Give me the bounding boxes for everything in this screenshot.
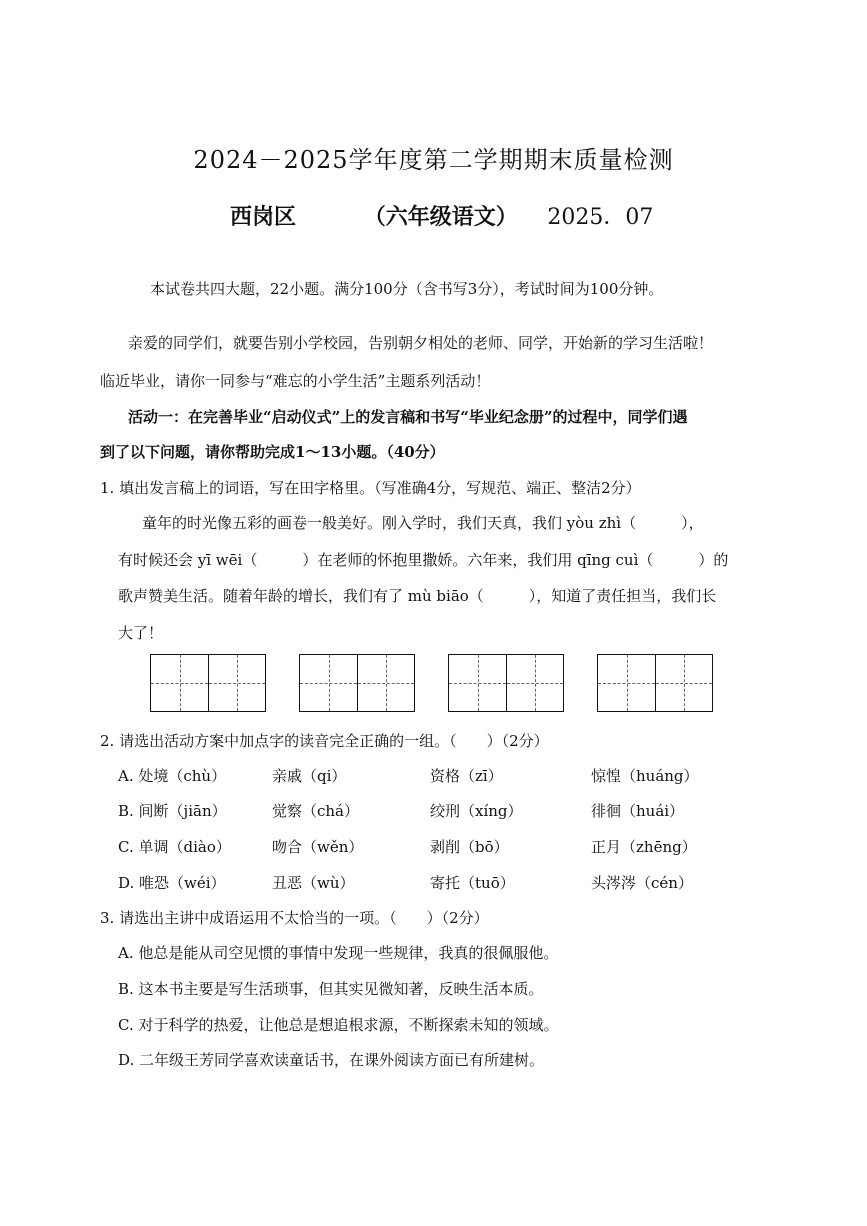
q1-text-line-1: 童年的时光像五彩的画卷一般美好。刚入学时，我们天真，我们 yòu zhì（ ）， xyxy=(142,514,704,532)
q2-option-b-1: B. 间断（jiān） xyxy=(118,802,227,820)
q3-option-b: B. 这本书主要是写生活琐事，但其实见微知著，反映生活本质。 xyxy=(118,980,544,998)
grid-cell[interactable] xyxy=(300,655,357,711)
exam-date: 2025．07 xyxy=(547,205,654,230)
q2-option-c-3: 剥削（bō） xyxy=(430,838,509,856)
q3-option-d: D. 二年级王芳同学喜欢读童话书，在课外阅读方面已有所建树。 xyxy=(118,1051,545,1069)
exam-title: 2024－2025学年度第二学期期末质量检测 xyxy=(193,146,674,174)
grid-cell[interactable] xyxy=(208,655,265,711)
grid-cell[interactable] xyxy=(151,655,208,711)
q2-option-c-2: 吻合（wěn） xyxy=(272,838,364,856)
q2-option-a-2: 亲戚（qi） xyxy=(272,767,347,785)
q2-option-d-4: 头涔涔（cén） xyxy=(591,874,693,892)
q2-option-b-3: 绞刑（xíng） xyxy=(430,802,523,820)
q2-option-a-1: A. 处境（chù） xyxy=(118,767,227,785)
exam-subtitle xyxy=(230,200,653,231)
grid-cell[interactable] xyxy=(655,655,712,711)
q2-stem: 2. 请选出活动方案中加点字的读音完全正确的一组。（ ）（2分） xyxy=(100,732,549,750)
q1-stem: 1. 填出发言稿上的词语，写在田字格里。（写准确4分，写规范、端正、整洁2分） xyxy=(100,479,641,497)
q1-text-line-3: 歌声赞美生活。随着年龄的增长，我们有了 mù biāo（ ），知道了责任担当，我们长 xyxy=(118,587,717,605)
greeting-line-1: 亲爱的同学们，就要告别小学校园，告别朝夕相处的老师、同学，开始新的学习生活啦！ xyxy=(128,334,714,352)
grade-label: （六年级语文） xyxy=(363,204,518,230)
answer-grid-4[interactable] xyxy=(597,654,713,712)
answer-grid-1[interactable] xyxy=(150,654,266,712)
grid-cell[interactable] xyxy=(506,655,563,711)
activity1-line-1: 活动一：在完善毕业“启动仪式”上的发言稿和书写“毕业纪念册”的过程中，同学们遇 xyxy=(128,408,688,426)
q1-text-line-2: 有时候还会 yī wēi（ ）在老师的怀抱里撒娇。六年来，我们用 qīng cuì（ ）的 xyxy=(118,551,729,569)
exam-instructions: 本试卷共四大题，22小题。满分100分（含书写3分），考试时间为100分钟。 xyxy=(150,280,664,298)
q2-option-b-4: 徘徊（huái） xyxy=(591,802,685,820)
q2-option-d-1: D. 唯恐（wéi） xyxy=(118,874,226,892)
q3-option-a: A. 他总是能从司空见惯的事情中发现一些规律，我真的很佩服他。 xyxy=(118,944,559,962)
grid-cell[interactable] xyxy=(357,655,414,711)
q2-option-d-3: 寄托（tuō） xyxy=(430,874,515,892)
district-label: 西岗区 xyxy=(230,204,297,230)
q2-option-c-4: 正月（zhēng） xyxy=(591,838,697,856)
q2-option-c-1: C. 单调（diào） xyxy=(118,838,231,856)
q2-option-a-4: 惊惶（huáng） xyxy=(591,767,699,785)
answer-grid-2[interactable] xyxy=(299,654,415,712)
grid-cell[interactable] xyxy=(449,655,506,711)
q3-stem: 3. 请选出主讲中成语运用不太恰当的一项。（ ）（2分） xyxy=(100,909,489,927)
activity1-line-2: 到了以下问题，请你帮助完成1～13小题。（40分） xyxy=(100,443,445,461)
greeting-line-2: 临近毕业，请你一同参与“难忘的小学生活”主题系列活动！ xyxy=(100,372,491,390)
answer-grid-3[interactable] xyxy=(448,654,564,712)
q2-option-b-2: 觉察（chá） xyxy=(272,802,360,820)
q1-text-line-4: 大了！ xyxy=(118,624,164,642)
grid-cell[interactable] xyxy=(598,655,655,711)
q3-option-c: C. 对于科学的热爱，让他总是想追根求源，不断探索未知的领域。 xyxy=(118,1016,559,1034)
q2-option-d-2: 丑恶（wù） xyxy=(272,874,355,892)
q2-option-a-3: 资格（zī） xyxy=(430,767,503,785)
